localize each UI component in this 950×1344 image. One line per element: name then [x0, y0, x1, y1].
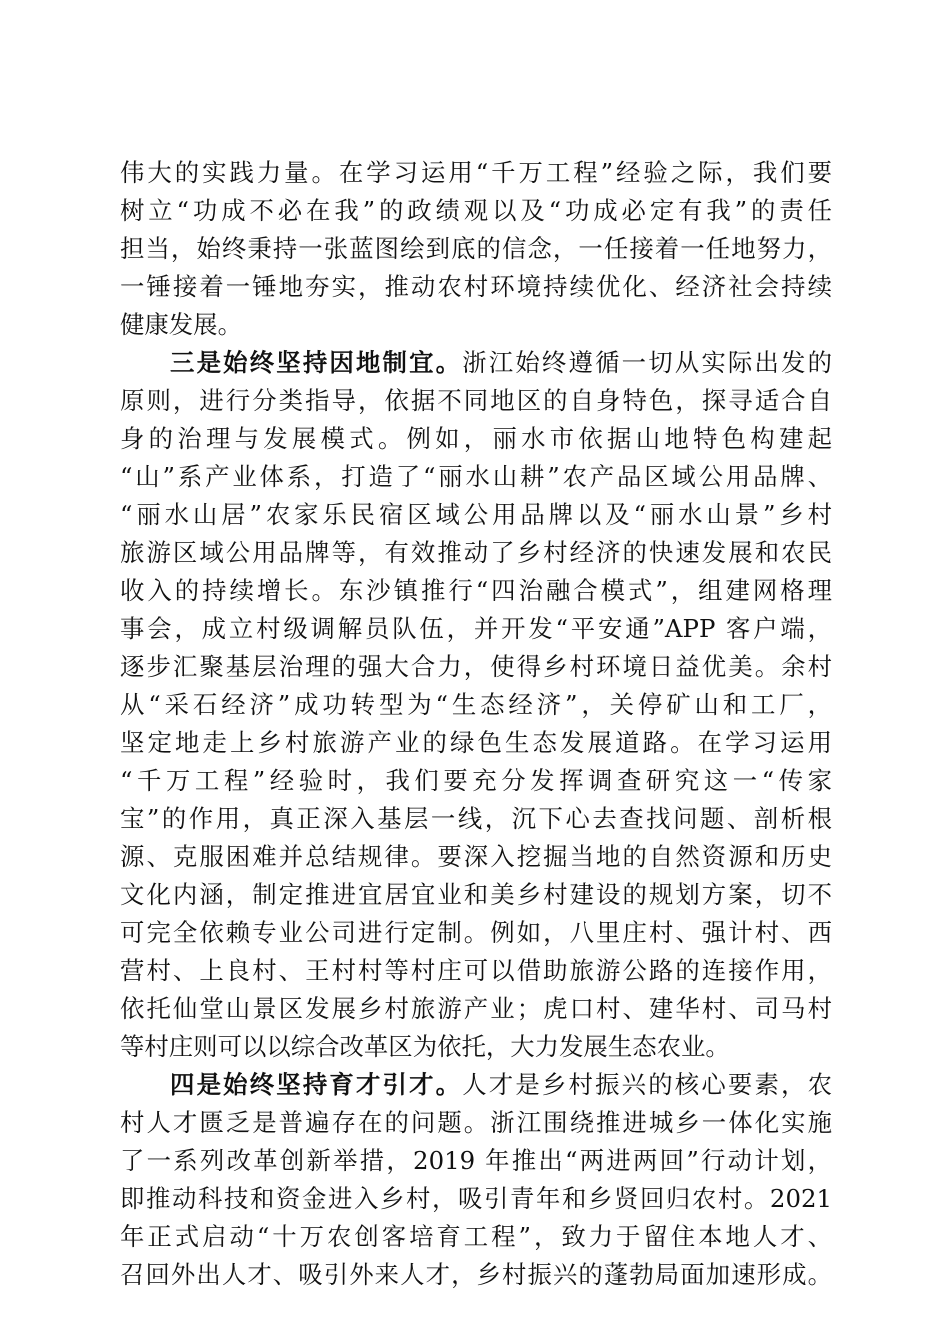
text-line: 收入的持续增长。东沙镇推行“四治融合模式”，组建网格理 [120, 576, 832, 605]
text-line: “千万工程”经验时，我们要充分发挥调查研究这一“传家 [120, 766, 832, 795]
first-line-text: 浙江始终遵循一切从实际出发的 [462, 348, 832, 377]
text-line: 逐步汇聚基层治理的强大合力，使得乡村环境日益优美。余村 [120, 652, 832, 681]
text-line: 一锤接着一锤地夯实，推动农村环境持续优化、经济社会持续 [120, 272, 832, 301]
text-line: 坚定地走上乡村旅游产业的绿色生态发展道路。在学习运用 [120, 728, 832, 757]
text-line: 文化内涵，制定推进宜居宜业和美乡村建设的规划方案，切不 [120, 880, 832, 909]
text-line: 担当，始终秉持一张蓝图绘到底的信念，一任接着一任地努力， [120, 234, 832, 263]
text-line: 原则，进行分类指导，依据不同地区的自身特色，探寻适合自 [120, 386, 832, 415]
paragraph-first-line [170, 1066, 832, 1104]
text-line: “丽水山居”农家乐民宿区域公用品牌以及“丽水山景”乡村 [120, 500, 832, 529]
text-line: 即推动科技和资金进入乡村，吸引青年和乡贤回归农村。2021 [120, 1184, 832, 1213]
text-line: 依托仙堂山景区发展乡村旅游产业；虎口村、建华村、司马村 [120, 994, 832, 1023]
text-line: 伟大的实践力量。在学习运用“千万工程”经验之际，我们要 [120, 158, 832, 187]
text-line: 营村、上良村、王村村等村庄可以借助旅游公路的连接作用， [120, 956, 832, 985]
text-line: 可完全依赖专业公司进行定制。例如，八里庄村、强计村、西 [120, 918, 832, 947]
paragraph-first-line [170, 344, 832, 382]
text-line: 村人才匮乏是普遍存在的问题。浙江围绕推进城乡一体化实施 [120, 1108, 832, 1137]
text-line: 召回外出人才、吸引外来人才，乡村振兴的蓬勃局面加速形成。 [120, 1260, 832, 1289]
text-line: 树立“功成不必在我”的政绩观以及“功成必定有我”的责任 [120, 196, 832, 225]
text-line: 从“采石经济”成功转型为“生态经济”，关停矿山和工厂， [120, 690, 832, 719]
text-line: 健康发展。 [120, 310, 242, 339]
text-line: 了一系列改革创新举措，2019 年推出“两进两回”行动计划， [120, 1146, 832, 1175]
text-line: 事会，成立村级调解员队伍，并开发“平安通”APP 客户端， [120, 614, 832, 643]
text-line: 年正式启动“十万农创客培育工程”，致力于留住本地人才、 [120, 1222, 832, 1251]
section-heading: 三是始终坚持因地制宜。 [170, 348, 463, 377]
first-line-text: 人才是乡村振兴的核心要素，农 [462, 1070, 832, 1099]
section-heading: 四是始终坚持育才引才。 [170, 1070, 463, 1099]
text-line: 等村庄则可以以综合改革区为依托，大力发展生态农业。 [120, 1032, 730, 1061]
text-line: 宝”的作用，真正深入基层一线，沉下心去查找问题、剖析根 [120, 804, 832, 833]
text-line: 源、克服困难并总结规律。要深入挖掘当地的自然资源和历史 [120, 842, 832, 871]
text-line: 身的治理与发展模式。例如，丽水市依据山地特色构建起 [120, 424, 832, 453]
text-line: “山”系产业体系，打造了“丽水山耕”农产品区域公用品牌、 [120, 462, 832, 491]
text-line: 旅游区域公用品牌等，有效推动了乡村经济的快速发展和农民 [120, 538, 832, 567]
